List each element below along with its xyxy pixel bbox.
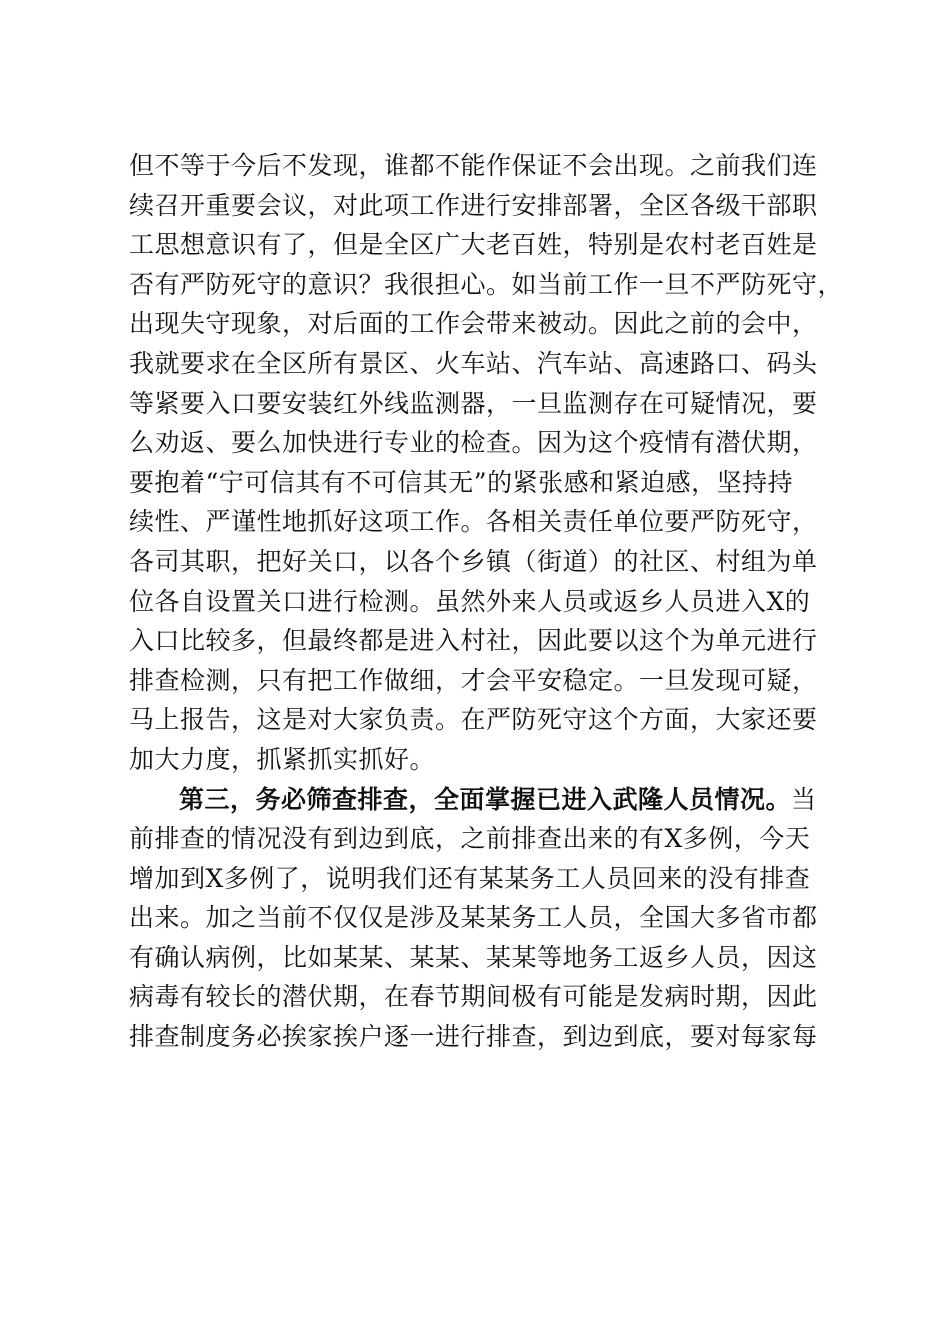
- text-line: 工思想意识有了，但是全区广大老百姓，特别是农村老百姓是: [129, 230, 818, 260]
- text-line: 续性、严谨性地抓好这项工作。各相关责任单位要严防死守，: [129, 507, 818, 537]
- section-heading-line: [129, 780, 829, 820]
- text-line: 入口比较多，但最终都是进入村社，因此要以这个为单元进行: [129, 626, 818, 656]
- text-line: 么劝返、要么加快进行专业的检查。因为这个疫情有潜伏期，: [129, 428, 818, 458]
- text-line: 马上报告，这是对大家负责。在严防死守这个方面，大家还要: [129, 705, 818, 735]
- text-line: 病毒有较长的潜伏期，在春节期间极有可能是发病时期，因此: [129, 982, 818, 1012]
- text-line: 出现失守现象，对后面的工作会带来被动。因此之前的会中，: [129, 309, 818, 339]
- section-heading: 第三，务必筛查排查，全面掌握已进入武隆人员情况。: [179, 784, 792, 814]
- text-line: 前排查的情况没有到边到底，之前排查出来的有X多例，今天: [129, 824, 811, 854]
- text-line: 等紧要入口要安装红外线监测器，一旦监测存在可疑情况，要: [129, 388, 818, 418]
- text-line: 排查检测，只有把工作做细，才会平安稳定。一旦发现可疑，: [129, 665, 818, 695]
- text-line: 加大力度，抓紧抓实抓好。: [129, 744, 436, 774]
- document-body: [129, 146, 844, 1057]
- text-line: 否有严防死守的意识？我很担心。如当前工作一旦不严防死守，: [129, 269, 844, 299]
- text-line: 排查制度务必挨家挨户逐一进行排查，到边到底，要对每家每: [129, 1022, 818, 1052]
- text-line: 出来。加之当前不仅仅是涉及某某务工人员，全国大多省市都: [129, 903, 818, 933]
- text-line: 增加到X多例了，说明我们还有某某务工人员回来的没有排查: [129, 863, 811, 893]
- text-line: 有确认病例，比如某某、某某、某某等地务工返乡人员，因这: [129, 942, 818, 972]
- text-line: 要抱着“宁可信其有不可信其无”的紧张感和紧迫感，坚持持: [129, 467, 794, 497]
- text-line: 但不等于今后不发现，谁都不能作保证不会出现。之前我们连: [129, 151, 818, 180]
- text-line: 位各自设置关口进行检测。虽然外来人员或返乡人员进入X的: [129, 586, 811, 616]
- text-line: 各司其职，把好关口，以各个乡镇（街道）的社区、村组为单: [129, 546, 818, 576]
- text-line: 续召开重要会议，对此项工作进行安排部署，全区各级干部职: [129, 190, 818, 220]
- text-line: 我就要求在全区所有景区、火车站、汽车站、高速路口、码头: [129, 348, 818, 378]
- heading-continuation: 当: [791, 784, 817, 814]
